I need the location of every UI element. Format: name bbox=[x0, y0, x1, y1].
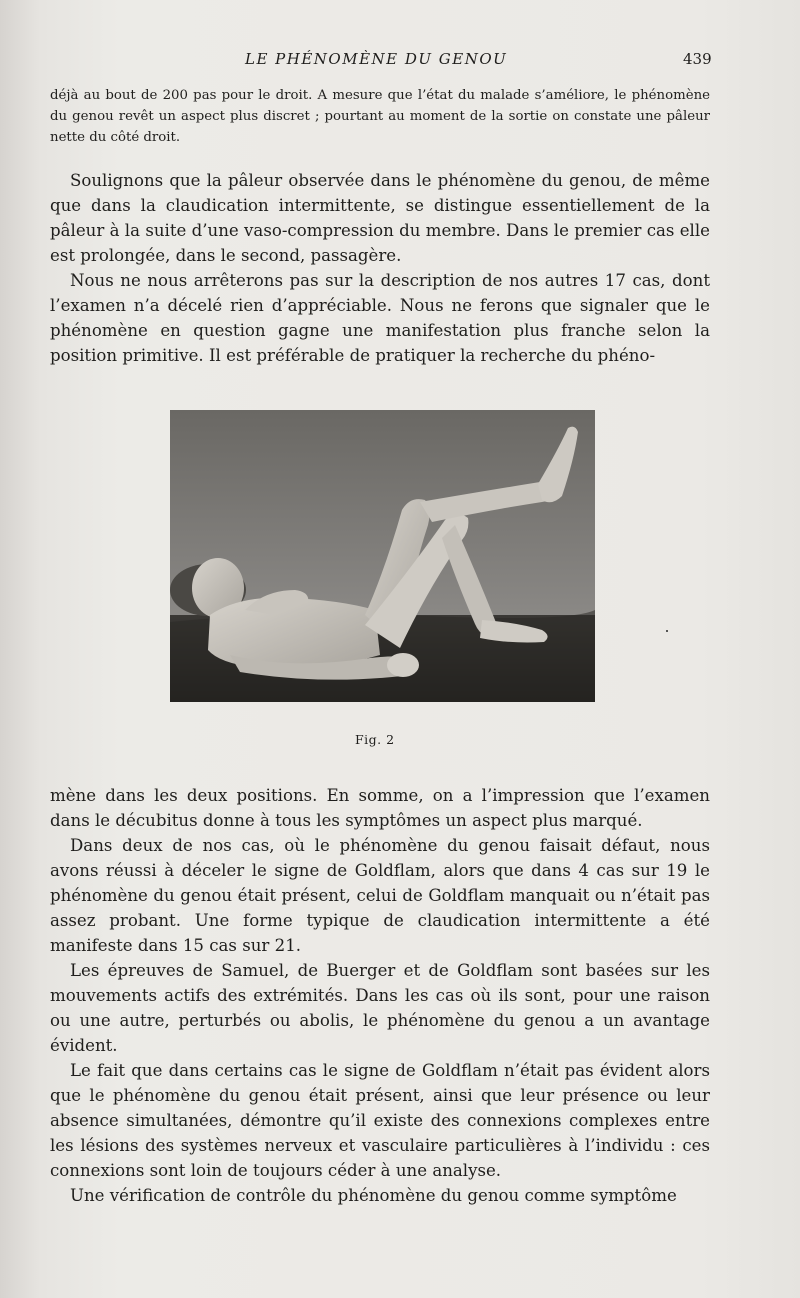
paragraph: Les épreuves de Samuel, de Buerger et de Goldflam sont basées sur les mouvements actifs des extrémités. Dans les cas où ils sont, pour une raison ou une autre, perturbés ou abolis, le phénomène du genou a un avantage évident. bbox=[50, 961, 710, 1055]
figure-photograph bbox=[170, 410, 595, 702]
paragraph: Soulignons que la pâleur observée dans le phénomène du genou, de même que dans la claudication intermittente, se distingue essentiellement de la pâleur à la suite d’une vaso-compression du membre. Dans le premier cas elle est prolongée, dans le second, passagère. bbox=[50, 171, 710, 265]
paragraph: Une vérification de contrôle du phénomène du genou comme symptôme bbox=[70, 1186, 677, 1205]
page-number: 439 bbox=[683, 50, 712, 68]
page-header bbox=[0, 50, 800, 72]
reclining-patient-photo bbox=[170, 410, 595, 702]
paragraph: Le fait que dans certains cas le signe de Goldflam n’était pas évident alors que le phénomène du genou était présent, ainsi que leur présence ou leur absence simultanées, démontre qu’il existe des connexions complexes entre les lésions des systèmes nerveux et vasculaire particulières à l’individu : ces connexions sont loin de toujours céder à une analyse. bbox=[50, 1061, 710, 1180]
running-title: LE PHÉNOMÈNE DU GENOU bbox=[245, 50, 508, 68]
figure-caption: Fig. 2 bbox=[355, 732, 395, 747]
text-block-before-figure bbox=[50, 168, 710, 368]
text-block-after-figure bbox=[50, 783, 710, 1208]
paragraph-continuation: mène dans les deux positions. En somme, on a l’impression que l’examen dans le décubitus donne à tous les symptômes un aspect plus marqué. bbox=[50, 786, 710, 830]
paragraph: Dans deux de nos cas, où le phénomène du genou faisait défaut, nous avons réussi à déceler le signe de Goldflam, alors que dans 4 cas sur 19 le phénomène du genou était présent, celui de Goldflam manquait ou n’était pas assez probant. Une forme typique de claudication intermittente a été manifeste dans 15 cas sur 21. bbox=[50, 836, 710, 955]
small-print-paragraph: déjà au bout de 200 pas pour le droit. A mesure que l’état du malade s’améliore, le phénomène du genou revêt un aspect plus discret ; pourtant au moment de la sortie on constate une pâleur nette du côté droit. bbox=[50, 88, 710, 145]
paragraph: Nous ne nous arrêterons pas sur la description de nos autres 17 cas, dont l’examen n’a décelé rien d’appréciable. Nous ne ferons que signaler que le phénomène en question gagne une manifestation plus franche selon la position primitive. Il est préférable de pratiquer la recherche du phéno- bbox=[50, 271, 710, 365]
print-speck bbox=[666, 630, 668, 632]
